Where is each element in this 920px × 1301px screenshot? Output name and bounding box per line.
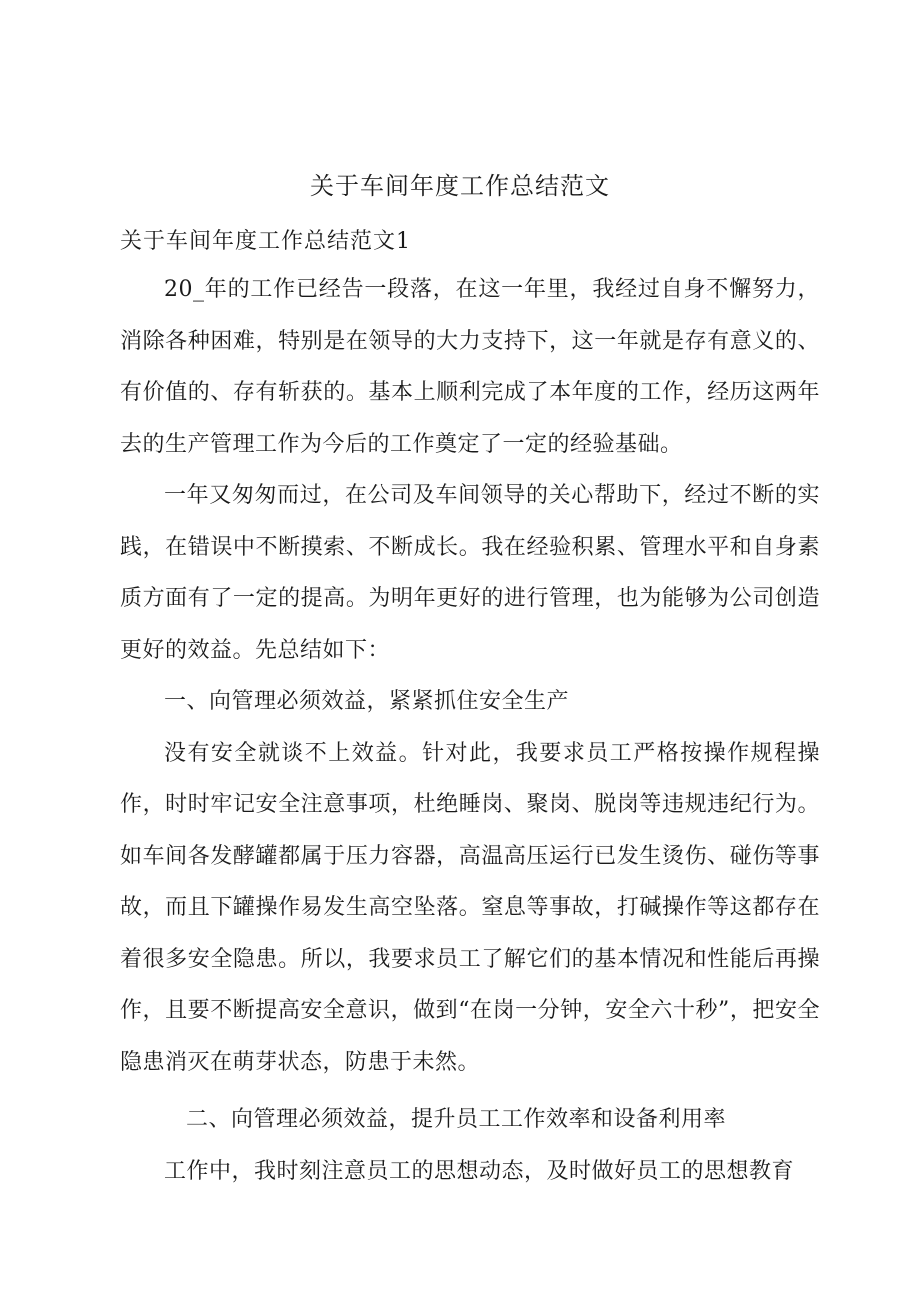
paragraph-3: 没有安全就谈不上效益。针对此，我要求员工严格按操作规程操作，时时牢记安全注意事项，杜绝睡岗、聚岗、脱岗等违规违纪行为。如车间各发酵罐都属于压力容器，高温高压运行已发生烫伤、碰伤等事故，而且下罐操作易发生高空坠落。窒息等事故，打碱操作等这都存在着很多安全隐患。所以，我要求员工了解它们的基本情况和性能后再操作，且要不断提高安全意识，做到“在岗一分钟，安全六十秒”，把安全隐患消灭在萌芽状态，防患于未然。 <box>120 740 820 1075</box>
section-heading-2: 二、向管理必须效益，提升员工工作效率和设备利用率 <box>186 1107 727 1132</box>
paragraph-4: 工作中，我时刻注意员工的思想动态，及时做好员工的思想教育 <box>164 1158 795 1184</box>
document-title: 关于车间年度工作总结范文 <box>310 172 610 200</box>
paragraph-2: 一年又匆匆而过，在公司及车间领导的关心帮助下，经过不断的实践，在错误中不断摸索、不断成长。我在经验积累、管理水平和自身素质方面有了一定的提高。为明年更好的进行管理，也为能够为公司创造更好的效益。先总结如下： <box>120 483 820 663</box>
document-subtitle: 关于车间年度工作总结范文1 <box>120 229 411 254</box>
section-heading-1: 一、向管理必须效益，紧紧抓住安全生产 <box>164 689 570 714</box>
paragraph-1: 20_年的工作已经告一段落，在这一年里，我经过自身不懈努力，消除各种困难，特别是在领导的大力支持下，这一年就是存有意义的、有价值的、存有斩获的。基本上顺利完成了本年度的工作，经历这两年去的生产管理工作为今后的工作奠定了一定的经验基础。 <box>120 277 820 457</box>
document-body <box>120 264 820 1197</box>
